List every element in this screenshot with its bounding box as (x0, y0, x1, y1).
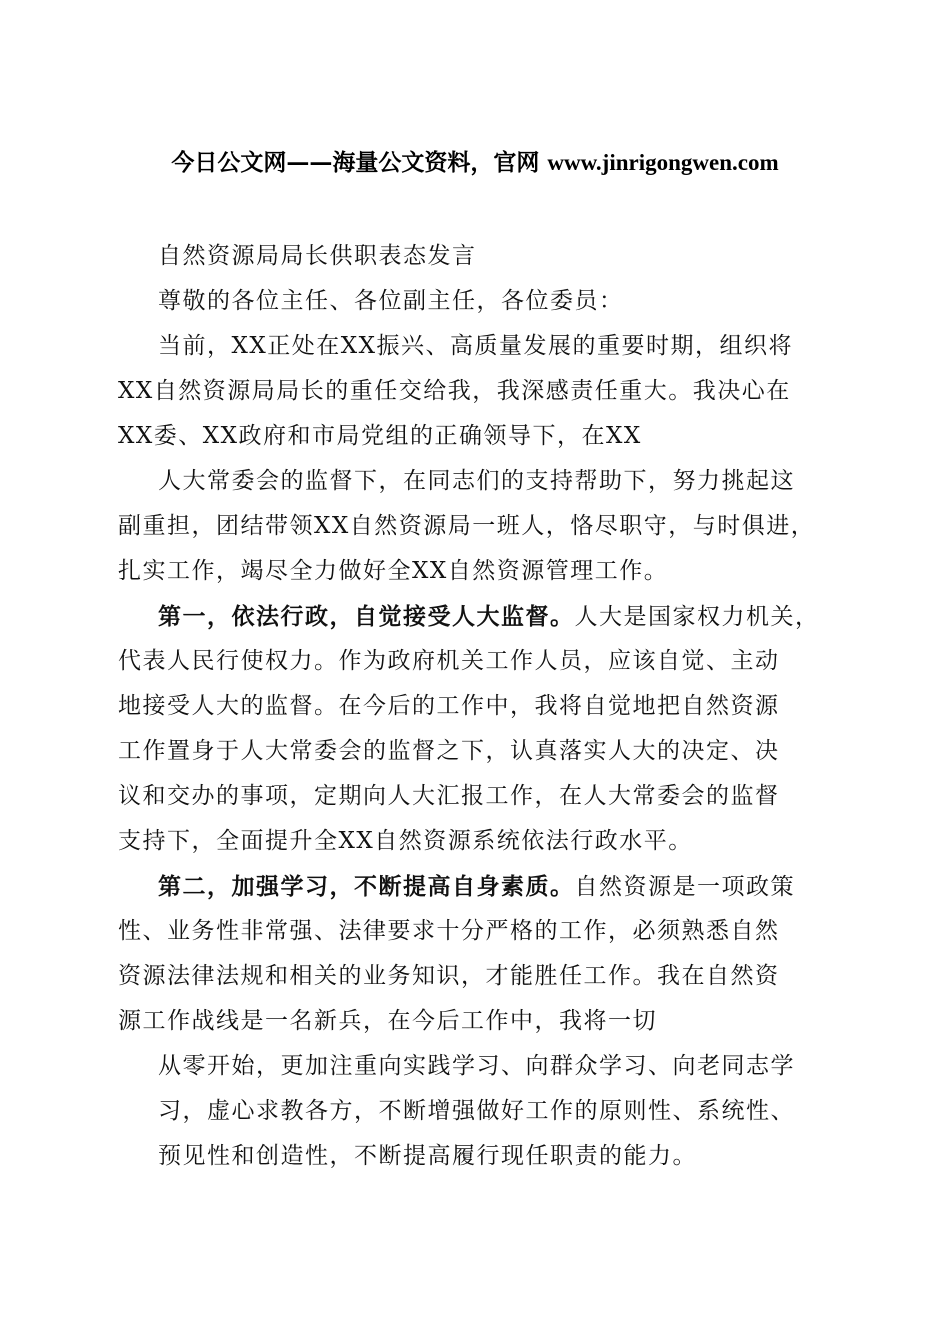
paragraph-line: 人大常委会的监督下，在同志们的支持帮助下，努力挑起这 (158, 468, 795, 494)
paragraph-line: 代表人民行使权力。作为政府机关工作人员，应该自觉、主动 (118, 648, 780, 674)
paragraph-line: 支持下，全面提升全XX自然资源系统依法行政水平。 (118, 828, 693, 854)
paragraph-line: 预见性和创造性，不断提高履行现任职责的能力。 (158, 1143, 697, 1169)
paragraph-line: 副重担，团结带领XX自然资源局一班人，恪尽职守，与时俱进， (118, 513, 816, 539)
paragraph-line (118, 594, 840, 639)
header-url: www.jinrigongwen.com (547, 150, 779, 175)
paragraph-line: 扎实工作，竭尽全力做好全XX自然资源管理工作。 (118, 558, 669, 584)
paragraph-line: 当前，XX正处在XX振兴、高质量发展的重要时期，组织将 (158, 333, 793, 359)
paragraph-line (118, 864, 840, 909)
document-body (118, 234, 840, 1179)
paragraph-line: 性、业务性非常强、法律要求十分严格的工作，必须熟悉自然 (118, 918, 780, 944)
paragraph-line: 资源法律法规和相关的业务知识，才能胜任工作。我在自然资 (118, 963, 780, 989)
paragraph-line: XX委、XX政府和市局党组的正确领导下，在XX (118, 423, 642, 449)
paragraph-line: XX自然资源局局长的重任交给我，我深感责任重大。我决心在 (118, 378, 791, 404)
site-header (0, 146, 950, 180)
header-text: 今日公文网——海量公文资料，官网 (171, 149, 548, 176)
paragraph-line: 源工作战线是一名新兵，在今后工作中，我将一切 (118, 1008, 657, 1034)
paragraph-line: 地接受人大的监督。在今后的工作中，我将自觉地把自然资源 (118, 693, 780, 719)
salutation: 尊敬的各位主任、各位副主任，各位委员： (158, 288, 624, 314)
section-heading-1: 第一，依法行政，自觉接受人大监督。 (158, 603, 575, 630)
paragraph-line: 从零开始，更加注重向实践学习、向群众学习、向老同志学 (158, 1053, 795, 1079)
section-heading-2: 第二，加强学习，不断提高自身素质。 (158, 873, 575, 900)
paragraph-line: 议和交办的事项，定期向人大汇报工作，在人大常委会的监督 (118, 783, 780, 809)
paragraph-line: 习，虚心求教各方，不断增强做好工作的原则性、系统性、 (158, 1098, 795, 1124)
section-text: 人大是国家权力机关， (574, 604, 820, 630)
document-title: 自然资源局局长供职表态发言 (158, 243, 477, 269)
section-text: 自然资源是一项政策 (574, 874, 795, 900)
paragraph-line: 工作置身于人大常委会的监督之下，认真落实人大的决定、决 (118, 738, 780, 764)
